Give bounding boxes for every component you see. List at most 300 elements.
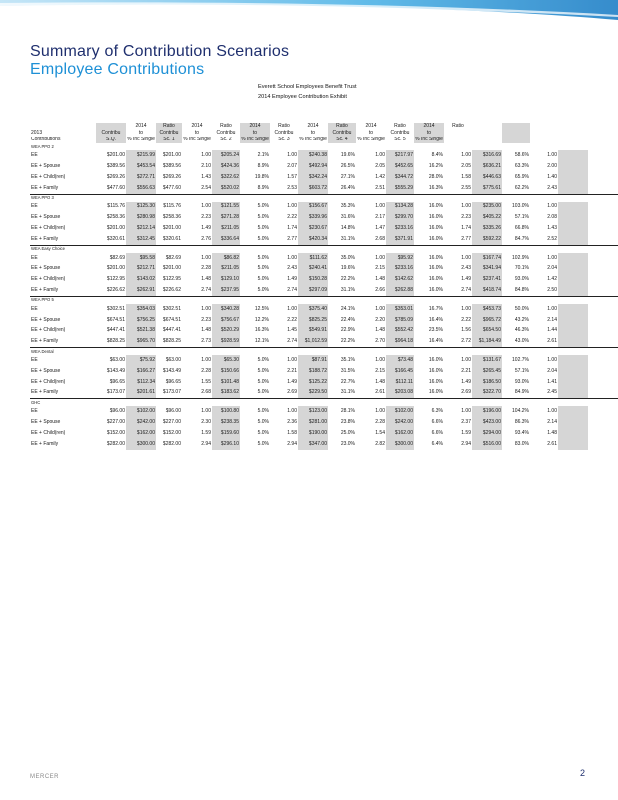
value-cell: 43.0% <box>514 338 529 345</box>
value-cell: 5.0% <box>257 265 269 272</box>
table-row <box>30 274 618 285</box>
value-cell: $282.00 <box>162 440 181 447</box>
value-cell <box>558 150 588 161</box>
value-cell <box>558 336 588 347</box>
value-cell: $86.82 <box>212 253 240 264</box>
value-cell: 1.59 <box>461 429 471 436</box>
column-header-cell <box>530 137 558 144</box>
column-header-cell <box>588 137 618 144</box>
value-cell: 2.94 <box>287 440 297 447</box>
value-cell: 24.1% <box>340 305 355 312</box>
value-cell: 12.5% <box>254 305 269 312</box>
value-cell: 2.21 <box>461 367 471 374</box>
value-cell: $447.41 <box>162 327 181 334</box>
value-cell: $405.22 <box>472 212 502 223</box>
value-cell: 1.57 <box>287 173 297 180</box>
column-header-cell: % Inc Single <box>183 136 211 143</box>
value-cell: 2.45 <box>547 389 557 396</box>
column-header-cell: Sc. 5 <box>394 136 406 143</box>
value-cell: 26.5% <box>340 163 355 170</box>
value-cell: $556.63 <box>126 183 156 194</box>
value-cell: 1.48 <box>375 327 385 334</box>
coverage-tier-cell: EE + Child(ren) <box>31 276 66 283</box>
value-cell: 1.54 <box>375 429 385 436</box>
value-cell: $302.51 <box>106 305 125 312</box>
value-cell: 19.6% <box>340 265 355 272</box>
header-row <box>30 130 618 137</box>
value-cell: $100.80 <box>212 406 240 417</box>
column-header-cell: S.Q. <box>96 137 126 144</box>
value-cell: 2.1% <box>257 152 269 159</box>
value-cell: 1.48 <box>375 276 385 283</box>
value-cell: 31.5% <box>340 367 355 374</box>
plan-group-label: WEA Easy Choice <box>30 245 618 253</box>
value-cell: 16.0% <box>428 265 443 272</box>
plan-group-row <box>30 399 618 407</box>
value-cell: 1.42 <box>547 276 557 283</box>
value-cell: 16.0% <box>428 287 443 294</box>
value-cell: $302.51 <box>162 305 181 312</box>
value-cell: 5.0% <box>257 235 269 242</box>
value-cell <box>588 253 618 264</box>
coverage-tier-cell: EE + Family <box>31 338 59 345</box>
value-cell: 1.00 <box>375 152 385 159</box>
value-cell: 1.00 <box>547 408 557 415</box>
table-row <box>30 388 618 399</box>
value-cell: 5.0% <box>257 225 269 232</box>
value-cell: $477.60 <box>162 184 181 191</box>
value-cell: $389.56 <box>162 163 181 170</box>
value-cell: 16.0% <box>428 357 443 364</box>
column-header-cell <box>444 137 472 144</box>
coverage-tier-cell: EE <box>31 203 38 210</box>
value-cell: 2.14 <box>547 419 557 426</box>
value-cell: 1.47 <box>375 225 385 232</box>
value-cell: $75.92 <box>126 355 156 366</box>
value-cell: 84.8% <box>514 287 529 294</box>
value-cell <box>588 285 618 296</box>
value-cell: 1.00 <box>375 305 385 312</box>
value-cell <box>558 315 588 326</box>
column-header-cell <box>502 130 530 137</box>
value-cell: 27.1% <box>340 173 355 180</box>
value-cell: 83.0% <box>514 440 529 447</box>
contribution-table <box>30 123 618 450</box>
value-cell <box>558 223 588 234</box>
value-cell: $300.00 <box>126 439 156 450</box>
value-cell: $316.69 <box>472 150 502 161</box>
value-cell: 22.9% <box>340 327 355 334</box>
value-cell: $775.61 <box>472 183 502 194</box>
value-cell: $347.00 <box>298 439 328 450</box>
value-cell: 1.00 <box>201 203 211 210</box>
value-cell: $240.41 <box>298 264 328 275</box>
value-cell: 86.3% <box>514 419 529 426</box>
value-cell: 70.1% <box>514 265 529 272</box>
value-cell: $121.55 <box>212 202 240 213</box>
value-cell: 2.22 <box>461 316 471 323</box>
value-cell: $339.96 <box>298 212 328 223</box>
value-cell: 93.0% <box>514 378 529 385</box>
value-cell: $173.07 <box>162 389 181 396</box>
value-cell: 5.0% <box>257 429 269 436</box>
column-header-cell <box>530 130 558 137</box>
value-cell: 31.1% <box>340 287 355 294</box>
value-cell: $342.24 <box>298 172 328 183</box>
value-cell: $205.24 <box>212 150 240 161</box>
value-cell: 2.54 <box>201 184 211 191</box>
value-cell: $125.30 <box>126 202 156 213</box>
value-cell: 2.04 <box>547 265 557 272</box>
value-cell: 5.0% <box>257 287 269 294</box>
value-cell: 16.4% <box>428 338 443 345</box>
value-cell <box>558 285 588 296</box>
footer-brand: MERCER <box>30 774 60 780</box>
value-cell: 2.21 <box>287 367 297 374</box>
value-cell: 1.00 <box>287 203 297 210</box>
column-header-cell: Contribu <box>328 130 356 137</box>
value-cell: $230.67 <box>298 223 328 234</box>
value-cell: $73.48 <box>386 355 414 366</box>
value-cell: 2.28 <box>201 265 211 272</box>
value-cell: 1.48 <box>375 378 385 385</box>
value-cell: $549.91 <box>298 326 328 337</box>
value-cell: $82.69 <box>109 254 125 261</box>
value-cell: 2.68 <box>201 389 211 396</box>
value-cell: 2.04 <box>547 367 557 374</box>
value-cell: $166.45 <box>386 366 414 377</box>
value-cell: $520.02 <box>212 183 240 194</box>
value-cell: 1.00 <box>375 408 385 415</box>
table-row <box>30 377 618 388</box>
value-cell: $150.28 <box>298 274 328 285</box>
value-cell <box>558 183 588 194</box>
value-cell: $240.38 <box>298 150 328 161</box>
value-cell: $201.00 <box>162 152 181 159</box>
column-header-cell: Contribu <box>96 130 126 137</box>
value-cell: 19.6% <box>340 152 355 159</box>
value-cell: 1.49 <box>201 225 211 232</box>
value-cell <box>588 388 618 399</box>
value-cell: 5.0% <box>257 378 269 385</box>
value-cell: 1.48 <box>547 429 557 436</box>
value-cell: $281.00 <box>298 417 328 428</box>
value-cell: 2.55 <box>461 184 471 191</box>
value-cell <box>588 304 618 315</box>
value-cell: $375.40 <box>298 304 328 315</box>
value-cell: 2.05 <box>375 163 385 170</box>
value-cell: $371.91 <box>386 234 414 245</box>
value-cell: $226.62 <box>106 287 125 294</box>
value-cell: 1.00 <box>287 408 297 415</box>
table-row <box>30 366 618 377</box>
value-cell: 93.0% <box>514 276 529 283</box>
table-row <box>30 428 618 439</box>
value-cell: $477.60 <box>106 184 125 191</box>
value-cell: 2.36 <box>287 419 297 426</box>
value-cell: 1.00 <box>201 357 211 364</box>
value-cell: $294.00 <box>472 428 502 439</box>
value-cell: 26.4% <box>340 184 355 191</box>
value-cell: 2.15 <box>375 265 385 272</box>
value-cell: $167.74 <box>472 253 502 264</box>
value-cell: $312.45 <box>126 234 156 245</box>
value-cell: 57.1% <box>514 214 529 221</box>
value-cell: 2.61 <box>547 440 557 447</box>
value-cell: $235.00 <box>472 202 502 213</box>
value-cell: 1.00 <box>461 152 471 159</box>
table-row <box>30 202 618 213</box>
value-cell: $389.56 <box>106 163 125 170</box>
value-cell: $262.88 <box>386 285 414 296</box>
column-header-cell: % Inc Single <box>241 136 269 143</box>
value-cell: 25.0% <box>340 429 355 436</box>
value-cell: 2.22 <box>287 316 297 323</box>
value-cell: 19.8% <box>254 173 269 180</box>
value-cell: $262.91 <box>126 285 156 296</box>
column-header-cell: Ratio <box>278 123 290 129</box>
value-cell: 2.05 <box>461 163 471 170</box>
value-cell <box>588 161 618 172</box>
value-cell: 2.52 <box>547 235 557 242</box>
plan-group-label: WEA PPO 5 <box>30 296 618 304</box>
value-cell: 1.49 <box>287 378 297 385</box>
column-header-cell: % Inc Single <box>299 136 327 143</box>
value-cell: $123.00 <box>298 406 328 417</box>
table-row <box>30 336 618 347</box>
column-header-cell <box>30 123 96 130</box>
value-cell: $300.00 <box>386 439 414 450</box>
plan-group-row <box>30 348 618 356</box>
table-row <box>30 406 618 417</box>
plan-group-label: WEA PPO 2 <box>31 143 54 149</box>
value-cell <box>588 223 618 234</box>
value-cell: $102.00 <box>386 406 414 417</box>
column-header-cell <box>444 130 472 137</box>
coverage-tier-cell: EE + Spouse <box>31 419 61 426</box>
value-cell <box>588 326 618 337</box>
value-cell: $143.02 <box>126 274 156 285</box>
column-header-cell <box>502 123 530 130</box>
value-cell: 65.9% <box>514 173 529 180</box>
table-row <box>30 161 618 172</box>
value-cell: $828.25 <box>162 338 181 345</box>
value-cell: 31.1% <box>340 235 355 242</box>
value-cell: $269.26 <box>106 173 125 180</box>
value-cell <box>588 315 618 326</box>
value-cell: $269.26 <box>162 173 181 180</box>
value-cell: 5.0% <box>257 440 269 447</box>
value-cell: 84.9% <box>514 389 529 396</box>
value-cell: $825.25 <box>298 315 328 326</box>
value-cell: $87.91 <box>298 355 328 366</box>
value-cell: 1.58 <box>287 429 297 436</box>
coverage-tier-cell: EE + Child(ren) <box>31 327 66 334</box>
value-cell: $344.72 <box>386 172 414 183</box>
value-cell: $492.94 <box>298 161 328 172</box>
column-header-cell: Ratio <box>394 123 406 129</box>
value-cell: 1.00 <box>461 305 471 312</box>
column-header-cell: Sc. 1 <box>156 137 182 144</box>
column-header-cell: 2014 <box>414 123 444 130</box>
value-cell: 2.43 <box>461 265 471 272</box>
value-cell: $280.98 <box>126 212 156 223</box>
value-cell: 2.76 <box>201 235 211 242</box>
value-cell: 1.00 <box>201 408 211 415</box>
value-cell: $112.34 <box>126 377 156 388</box>
value-cell: $143.49 <box>106 367 125 374</box>
value-cell <box>588 355 618 366</box>
plan-group-row <box>30 143 618 150</box>
value-cell <box>558 366 588 377</box>
value-cell <box>588 366 618 377</box>
value-cell: 5.0% <box>257 214 269 221</box>
value-cell: $212.71 <box>126 264 156 275</box>
value-cell: 5.0% <box>257 203 269 210</box>
value-cell: $95.92 <box>386 253 414 264</box>
value-cell: 1.74 <box>287 225 297 232</box>
column-header-cell <box>588 130 618 137</box>
value-cell <box>588 183 618 194</box>
value-cell: 62.2% <box>514 184 529 191</box>
value-cell: $196.00 <box>472 406 502 417</box>
value-cell: 16.0% <box>428 235 443 242</box>
value-cell: 35.0% <box>340 254 355 261</box>
value-cell <box>558 406 588 417</box>
value-cell: 16.0% <box>428 389 443 396</box>
value-cell: $242.00 <box>386 417 414 428</box>
value-cell: 103.0% <box>512 203 529 210</box>
value-cell: 102.9% <box>512 254 529 261</box>
value-cell: 2.69 <box>287 389 297 396</box>
column-header-cell: Contributions <box>31 136 61 143</box>
value-cell: $297.09 <box>298 285 328 296</box>
value-cell: $183.62 <box>212 388 240 399</box>
value-cell: 16.0% <box>428 225 443 232</box>
column-header-cell: to <box>414 130 444 137</box>
value-cell: 1.00 <box>201 305 211 312</box>
value-cell: $592.22 <box>472 234 502 245</box>
column-header-cell: to <box>240 130 270 137</box>
value-cell: $201.00 <box>162 225 181 232</box>
value-cell: $1,184.49 <box>472 336 502 347</box>
coverage-tier-cell: EE + Spouse <box>31 265 61 272</box>
page-title: Summary of Contribution Scenarios <box>30 43 290 60</box>
column-header-cell: Contribu <box>274 129 294 136</box>
value-cell: 8.9% <box>257 163 269 170</box>
value-cell: $233.16 <box>386 223 414 234</box>
value-cell: 5.0% <box>257 389 269 396</box>
value-cell: 16.0% <box>428 276 443 283</box>
value-cell: $201.00 <box>162 265 181 272</box>
value-cell: $115.76 <box>163 203 181 210</box>
column-header-cell <box>96 123 126 130</box>
value-cell: $186.50 <box>472 377 502 388</box>
value-cell: $190.00 <box>298 428 328 439</box>
value-cell: $446.63 <box>472 172 502 183</box>
table-row <box>30 304 618 315</box>
value-cell: 50.0% <box>514 305 529 312</box>
value-cell: 22.2% <box>340 338 355 345</box>
value-cell: 6.6% <box>431 419 443 426</box>
value-cell <box>588 274 618 285</box>
value-cell: $112.11 <box>386 377 414 388</box>
value-cell: 2.50 <box>547 287 557 294</box>
value-cell: $272.71 <box>126 172 156 183</box>
value-cell: $785.09 <box>386 315 414 326</box>
value-cell: $320.61 <box>106 235 125 242</box>
value-cell: 2.72 <box>461 338 471 345</box>
value-cell: 35.1% <box>340 357 355 364</box>
table-row <box>30 315 618 326</box>
value-cell: $424.36 <box>212 161 240 172</box>
value-cell: 1.00 <box>375 357 385 364</box>
page-subtitle: Employee Contributions <box>30 61 205 78</box>
value-cell <box>588 417 618 428</box>
column-header-cell: % Inc Single <box>357 136 385 143</box>
value-cell: 63.3% <box>514 163 529 170</box>
table-row <box>30 417 618 428</box>
value-cell: $201.00 <box>106 225 125 232</box>
column-header-cell: to <box>310 129 316 136</box>
value-cell: $111.62 <box>298 253 328 264</box>
value-cell: 2.74 <box>201 287 211 294</box>
value-cell: 16.0% <box>428 378 443 385</box>
value-cell: $226.62 <box>162 287 181 294</box>
value-cell: 2.69 <box>461 389 471 396</box>
column-header-cell: 2014 <box>240 123 270 130</box>
column-header-cell: to <box>368 129 374 136</box>
value-cell: 1.42 <box>375 173 385 180</box>
value-cell: 22.2% <box>340 276 355 283</box>
value-cell: 1.00 <box>461 408 471 415</box>
value-cell: 2.23 <box>201 214 211 221</box>
header-swoosh <box>0 0 618 22</box>
value-cell: 1.00 <box>547 305 557 312</box>
value-cell: $271.28 <box>212 212 240 223</box>
value-cell: 12.1% <box>254 338 269 345</box>
value-cell: $201.00 <box>106 152 125 159</box>
value-cell: 5.0% <box>257 408 269 415</box>
table-row <box>30 234 618 245</box>
value-cell: 2.28 <box>375 419 385 426</box>
value-cell <box>558 417 588 428</box>
value-cell: $82.69 <box>165 254 181 261</box>
value-cell: 12.2% <box>254 316 269 323</box>
value-cell: 14.8% <box>340 225 355 232</box>
value-cell <box>588 264 618 275</box>
column-header-cell <box>588 123 618 130</box>
value-cell: 1.44 <box>547 327 557 334</box>
value-cell: 1.56 <box>461 327 471 334</box>
value-cell <box>588 150 618 161</box>
value-cell: 1.00 <box>201 152 211 159</box>
value-cell: 2.00 <box>547 163 557 170</box>
value-cell: $211.05 <box>212 264 240 275</box>
value-cell <box>588 439 618 450</box>
value-cell: 1.00 <box>547 357 557 364</box>
header-row <box>30 123 618 130</box>
value-cell: $756.67 <box>212 315 240 326</box>
value-cell <box>588 172 618 183</box>
value-cell: $555.29 <box>386 183 414 194</box>
value-cell: 2.17 <box>375 214 385 221</box>
column-header-cell <box>558 130 588 137</box>
table-row <box>30 439 618 450</box>
value-cell: 93.4% <box>514 429 529 436</box>
value-cell: 2.30 <box>201 419 211 426</box>
table-row <box>30 150 618 161</box>
